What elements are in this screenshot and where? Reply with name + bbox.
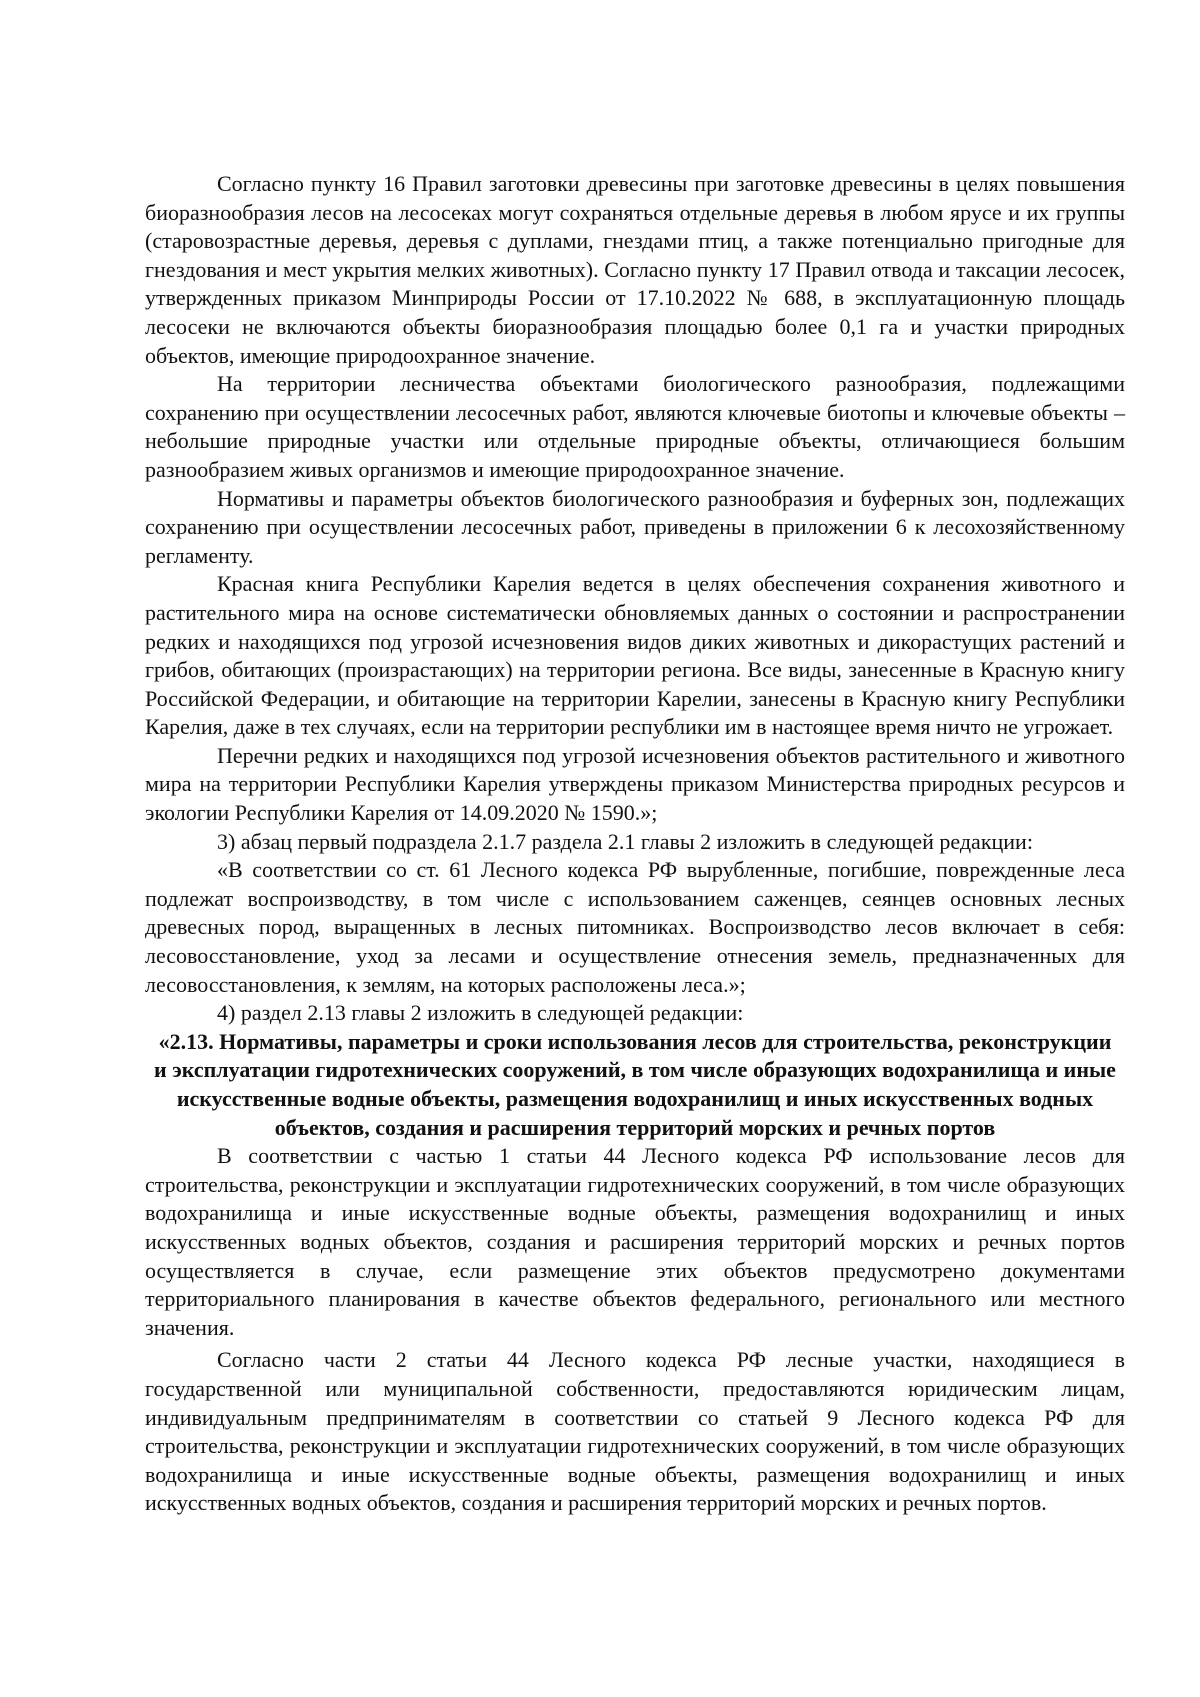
paragraph-article-44-part-1: В соответствии с частью 1 статьи 44 Лесного кодекса РФ использование лесов для строительства, реконструкции и эксплуатации гидротехнических сооружений, в том числе образующих водохранилища и иные искусственные водные объекты, размещения водохранилищ и иных искусственных водных объектов, создания и расширения территорий морских и речных портов осуществляется в случае, если размещение этих объектов предусмотрено документами территориального планирования в качестве объектов федерального, регионального или местного значения.	[145, 1143, 1125, 1340]
paragraph-article-44-part-2: Согласно части 2 статьи 44 Лесного кодекса РФ лесные участки, находящиеся в государственной или муниципальной собственности, предоставляются юридическим лицам, индивидуальным предпринимателям в соответствии со статьей 9 Лесного кодекса РФ для строительства, реконструкции и эксплуатации гидротехнических сооружений, в том числе образующих водохранилища и иные искусственные водные объекты, размещения водохранилищ и иных искусственных водных объектов, создания и расширения территорий морских и речных портов.	[145, 1347, 1125, 1516]
document-page	[145, 170, 1125, 1518]
section-heading-2-13: «2.13. Нормативы, параметры и сроки использования лесов для строительства, реконструкции и эксплуатации гидротехнических сооружений, в том числе образующих водохранилища и иные искусственные водные объекты, размещения водохранилищ и иных искусственных водных объектов, создания и расширения территорий морских и речных портов	[154, 1028, 1116, 1140]
paragraph-amendment-3: 3) абзац первый подраздела 2.1.7 раздела 2.1 главы 2 изложить в следующей редакции:	[217, 828, 1033, 854]
paragraph-key-biotopes: На территории лесничества объектами биологического разнообразия, подлежащими сохранению при осуществлении лесосечных работ, являются ключевые биотопы и ключевые объекты – небольшие природные участки или отдельные природные объекты, отличающиеся большим разнообразием живых организмов и имеющие природоохранное значение.	[145, 371, 1125, 482]
paragraph-amendment-4: 4) раздел 2.13 главы 2 изложить в следующей редакции:	[217, 1000, 744, 1026]
paragraph-red-book: Красная книга Республики Карелия ведется в целях обеспечения сохранения животного и растительного мира на основе систематически обновляемых данных о состоянии и распространении редких и находящихся под угрозой исчезновения видов диких животных и дикорастущих растений и грибов, обитающих (произрастающих) на территории региона. Все виды, занесенные в Красную книгу Российской Федерации, и обитающие на территории Карелии, занесены в Красную книгу Республики Карелия, даже в тех случаях, если на территории республики им в настоящее время ничто не угрожает.	[145, 571, 1125, 740]
paragraph-biodiversity-rules: Согласно пункту 16 Правил заготовки древесины при заготовке древесины в целях повышения биоразнообразия лесов на лесосеках могут сохраняться отдельные деревья в любом ярусе и их группы (старовозрастные деревья, деревья с дуплами, гнездами птиц, а также потенциально пригодные для гнездования и мест укрытия мелких животных). Согласно пункту 17 Правил отвода и таксации лесосек, утвержденных приказом Минприроды России от 17.10.2022 № 688, в эксплуатационную площадь лесосеки не включаются объекты биоразнообразия площадью более 0,1 га и участки природных объектов, имеющие природоохранное значение.	[145, 171, 1125, 368]
paragraph-reforestation: «В соответствии со ст. 61 Лесного кодекса РФ вырубленные, погибшие, поврежденные леса подлежат воспроизводству, в том числе с использованием саженцев, сеянцев основных лесных древесных пород, выращенных в лесных питомниках. Воспроизводство лесов включает в себя: лесовосстановление, уход за лесами и осуществление отнесения земель, предназначенных для лесовосстановления, к землям, на которых расположены леса.»;	[145, 857, 1125, 997]
paragraph-buffer-zones: Нормативы и параметры объектов биологического разнообразия и буферных зон, подлежащих сохранению при осуществлении лесосечных работ, приведены в приложении 6 к лесохозяйственному регламенту.	[145, 485, 1125, 568]
paragraph-endangered-lists: Перечни редких и находящихся под угрозой исчезновения объектов растительного и животного мира на территории Республики Карелия утверждены приказом Министерства природных ресурсов и экологии Республики Карелия от 14.09.2020 № 1590.»;	[145, 742, 1125, 826]
